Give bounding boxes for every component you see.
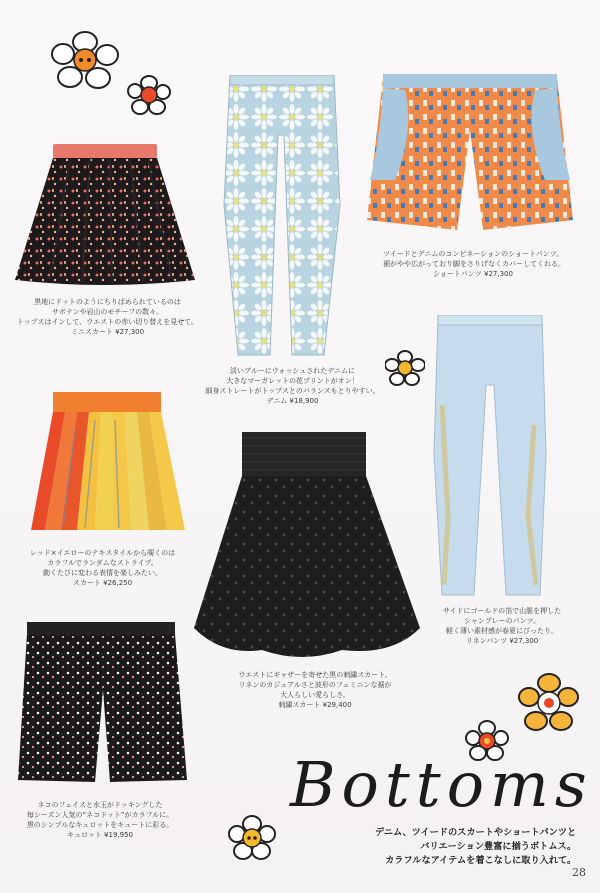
item-caption: ウエストにギャザーを寄せた黒の刺繍スカート。 リネンのカジュアルさと波形のフェミニンな裾が 大人らしい愛らしさ。 刺繍スカート ¥29,400 xyxy=(220,670,410,710)
item-caption: サイドにゴールドの箔で山脈を押した シャンブレーのパンツ。 軽く薄い素材感が春夏にぴったり。 リネンパンツ ¥27,300 xyxy=(432,606,572,646)
item-caption: ネコのフェイスと水玉がドッキングした 毎シーズン人気の“ネコドット”がカラフルに。 黒のシンプルなキュロットをキュートに彩る。 キュロット ¥19,950 xyxy=(15,800,185,840)
section-subtitle: デニム、ツイードのスカートやショートパンツと バリエーション豊富に揃うボトムス。 カラフルなアイテムを着こなしに取り入れて。 xyxy=(375,827,577,866)
item-price: デニム ¥18,900 xyxy=(266,397,319,405)
flower-doodle-icon xyxy=(228,815,276,861)
item-price: 刺繍スカート ¥29,400 xyxy=(278,701,352,709)
item-price: スカート ¥26,250 xyxy=(72,579,133,587)
item-price: リネンパンツ ¥27,300 xyxy=(465,637,539,645)
black-mini-skirt-image xyxy=(10,140,200,290)
section-title: Bottoms xyxy=(290,748,593,821)
floral-denim-jeans-image xyxy=(222,75,342,360)
item-price: ショートパンツ ¥27,300 xyxy=(433,270,513,278)
page-number: 28 xyxy=(572,866,586,879)
flower-doodle-icon xyxy=(50,30,120,90)
flower-doodle-icon xyxy=(518,673,580,735)
item-caption: 黒地にドットのようにちりばめられているのは サボテンや岩山のモチーフの数々。 トップスはインして、ウエストの赤い切り替えを見せて。 ミニスカート ¥27,300 xyxy=(10,297,205,337)
item-price: キュロット ¥19,950 xyxy=(66,831,134,839)
red-yellow-pleated-skirt-image xyxy=(15,390,197,535)
tweed-denim-shorts-image xyxy=(365,70,575,245)
black-polka-culottes-image xyxy=(15,620,190,785)
item-price: ミニスカート ¥27,300 xyxy=(70,328,145,336)
item-caption: ツイードとデニムのコンビネーションのショートパンツ。 裾がやや広がっており脚をさりげなくカバーしてくれる。 ショートパンツ ¥27,300 xyxy=(383,250,565,278)
item-caption: レッド×イエローのテキスタイルから覗くのは カラフルでランダムなストライプ。 動くたびに変わる表情を楽しみたい。 スカート ¥26,250 xyxy=(15,548,190,588)
black-embroidered-skirt-image xyxy=(192,428,422,668)
flower-doodle-icon xyxy=(385,350,425,386)
flower-doodle-icon xyxy=(127,75,171,115)
chambray-linen-pants-image xyxy=(430,315,550,600)
item-caption: 淡いブルーにウォッシュされたデニムに 大きなマーガレットの花プリントがオン！ 細身ストレートがトップスとのバランスもとりやすい。 デニム ¥18,900 xyxy=(205,367,380,405)
